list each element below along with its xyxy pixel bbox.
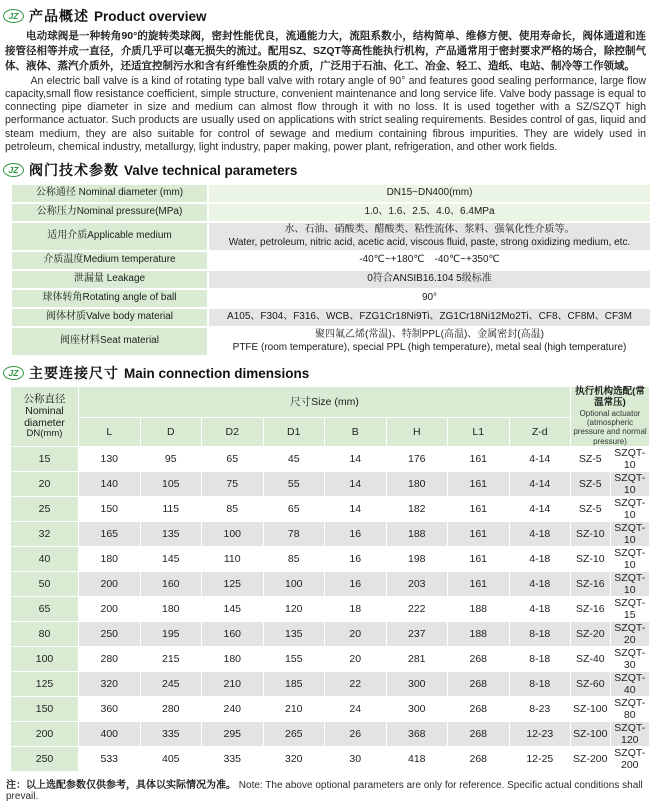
dimension-cell: SZQT-10 (610, 546, 650, 571)
dimension-cell: 320 (79, 671, 141, 696)
tech-param-label: 阀体材质Valve body material (12, 309, 207, 326)
dimension-cell: 18 (325, 596, 387, 621)
dimension-cell: SZQT-10 (610, 571, 650, 596)
header-nominal-diameter (11, 387, 79, 447)
dn-value: 40 (11, 546, 79, 571)
header-size-col-B: B (325, 417, 387, 446)
dimension-cell: 22 (325, 671, 387, 696)
dimension-cell: 45 (263, 446, 325, 471)
tech-param-row (12, 252, 650, 269)
dimension-cell: 188 (448, 621, 510, 646)
tech-param-label: 泄漏量 Leakage (12, 271, 207, 288)
dimension-cell: 165 (79, 521, 141, 546)
dn-value: 20 (11, 471, 79, 496)
dimension-cell: 120 (263, 596, 325, 621)
dimension-cell: 8-18 (509, 621, 571, 646)
dimension-cell: 100 (263, 571, 325, 596)
dimension-cell: 268 (448, 671, 510, 696)
header-size-col-L1: L1 (448, 417, 510, 446)
dimension-row-dn-65 (11, 596, 650, 621)
dimension-cell: SZ-40 (571, 646, 611, 671)
dimension-cell: 8-18 (509, 671, 571, 696)
dimension-cell: 100 (202, 521, 264, 546)
brand-logo-text: JZ (8, 165, 19, 176)
dimension-cell: 125 (202, 571, 264, 596)
brand-logo-text: JZ (8, 11, 19, 21)
dimension-cell: 135 (263, 621, 325, 646)
tech-param-row (12, 271, 650, 288)
dimension-cell: 222 (386, 596, 448, 621)
brand-logo-icon (3, 366, 24, 380)
overview-section-title (3, 6, 648, 26)
dimension-cell: 24 (325, 696, 387, 721)
dimension-cell: 145 (202, 596, 264, 621)
dimension-cell: 110 (202, 546, 264, 571)
tech-param-row (12, 290, 650, 307)
dimension-cell: 210 (263, 696, 325, 721)
dimension-cell: SZ-16 (571, 571, 611, 596)
dimension-cell: 30 (325, 746, 387, 771)
dimensions-table-header (11, 387, 650, 447)
dimension-cell: 180 (202, 646, 264, 671)
dn-value: 80 (11, 621, 79, 646)
header-actuator-en: Optional actuator (atmospheric pressure and normal pressure) (573, 408, 647, 446)
dimension-cell: 65 (202, 446, 264, 471)
header-size-col-L: L (79, 417, 141, 446)
dimension-cell: 95 (140, 446, 202, 471)
dimension-cell: 533 (79, 746, 141, 771)
dimension-cell: 360 (79, 696, 141, 721)
dimension-cell: 12-25 (509, 746, 571, 771)
tech-params-section-title (3, 160, 648, 180)
dimension-cell: 335 (202, 746, 264, 771)
tech-param-value: 水、石油、硝酸类、醋酸类、粘性流体、浆料、强氧化性介质等。 Water, petroleum, nitric acid, acetic acid, viscous fluid, paste, strong oxidizing medium, etc. (209, 223, 650, 250)
dimension-cell: 20 (325, 646, 387, 671)
dimension-cell: 188 (386, 521, 448, 546)
dimension-cell: 65 (263, 496, 325, 521)
dimension-cell: SZ-5 (571, 471, 611, 496)
dn-value: 200 (11, 721, 79, 746)
dimension-cell: 195 (140, 621, 202, 646)
dn-value: 65 (11, 596, 79, 621)
tech-params-table (10, 183, 650, 357)
dimension-cell: 295 (202, 721, 264, 746)
dimension-cell: 4-18 (509, 571, 571, 596)
dimension-cell: 418 (386, 746, 448, 771)
dimension-cell: 300 (386, 696, 448, 721)
dimension-cell: 16 (325, 546, 387, 571)
dimension-cell: 20 (325, 621, 387, 646)
dimension-cell: 268 (448, 721, 510, 746)
dimension-cell: 188 (448, 596, 510, 621)
dimension-cell: 180 (140, 596, 202, 621)
dimensions-section-title (3, 363, 648, 383)
tech-param-value: -40℃~+180℃ -40℃~+350℃ (209, 252, 650, 269)
dimension-cell: 8-18 (509, 646, 571, 671)
dimension-cell: 281 (386, 646, 448, 671)
dimension-cell: 55 (263, 471, 325, 496)
dimension-cell: SZQT-40 (610, 671, 650, 696)
dimension-row-dn-15 (11, 446, 650, 471)
dimension-cell: 203 (386, 571, 448, 596)
dimension-cell: SZ-200 (571, 746, 611, 771)
dimension-cell: 250 (79, 621, 141, 646)
dimension-cell: SZQT-10 (610, 446, 650, 471)
dimension-cell: 26 (325, 721, 387, 746)
dimension-cell: 4-14 (509, 446, 571, 471)
header-size-col-D: D (140, 417, 202, 446)
dimension-cell: 4-14 (509, 496, 571, 521)
header-nominal-diameter-zh: 公称直径 (23, 392, 66, 405)
tech-param-row (12, 185, 650, 202)
footnote-zh: 注：以上选配参数仅供参考，具体以实际情况为准。 (6, 779, 236, 791)
tech-param-label: 介质温度Medium temperature (12, 252, 207, 269)
dimension-cell: 105 (140, 471, 202, 496)
tech-params-title-en: Valve technical parameters (124, 162, 298, 178)
tech-param-label: 公称通径 Nominal diameter (mm) (12, 185, 207, 202)
dimension-cell: SZQT-80 (610, 696, 650, 721)
dimension-cell: 161 (448, 571, 510, 596)
dimension-cell: 161 (448, 546, 510, 571)
dimension-cell: 200 (79, 596, 141, 621)
header-actuator-zh: 执行机构选配(常温常压) (575, 386, 645, 409)
dimension-cell: SZQT-30 (610, 646, 650, 671)
dimension-cell: 280 (79, 646, 141, 671)
dimension-cell: 160 (140, 571, 202, 596)
header-size-group: 尺寸Size (mm) (79, 387, 571, 418)
dimension-cell: SZ-5 (571, 496, 611, 521)
dimension-cell: 215 (140, 646, 202, 671)
dimension-cell: 176 (386, 446, 448, 471)
header-optional-actuator (571, 387, 650, 447)
dimension-cell: 400 (79, 721, 141, 746)
dimension-cell: SZQT-10 (610, 521, 650, 546)
dimension-cell: 210 (202, 671, 264, 696)
dimensions-title-zh: 主要连接尺寸 (29, 365, 119, 382)
dimension-cell: 135 (140, 521, 202, 546)
dimension-cell: SZ-10 (571, 521, 611, 546)
dimension-cell: SZQT-120 (610, 721, 650, 746)
dimension-cell: 12-23 (509, 721, 571, 746)
dimension-cell: 265 (263, 721, 325, 746)
dimension-cell: 268 (448, 746, 510, 771)
dimension-cell: 200 (79, 571, 141, 596)
overview-paragraph-en: An electric ball valve is a kind of rotating type ball valve with rotary angle of 90° and features good sealing performance, large flow capacity,small flow resistance coefficient, simple structure, convenient maintenance and long service life. Valve body passage is equal to connecting pipe diameter in size and medium can almost flow through it with no loss. It is used together with a SZ/SZQT high performance actuator. Such products are usually used on applications with strict sealing requirements. Besides control of gas, liquid and steam medium, they are also suitable for control of sewage and medium containing fibrous impurities. They are widely used in petroleum, chemical industry, metallurgy, light industry, paper making, power plant, refrigeration, and other work fields. (5, 74, 646, 153)
footnote (6, 776, 648, 802)
dimension-cell: 300 (386, 671, 448, 696)
dimension-cell: SZ-60 (571, 671, 611, 696)
dimension-cell: 245 (140, 671, 202, 696)
brand-logo-icon (3, 9, 24, 23)
dimension-cell: SZ-20 (571, 621, 611, 646)
dimension-cell: SZ-5 (571, 446, 611, 471)
dimension-cell: 160 (202, 621, 264, 646)
dimension-row-dn-125 (11, 671, 650, 696)
dimension-cell: 320 (263, 746, 325, 771)
dimension-cell: 14 (325, 496, 387, 521)
dimension-cell: 161 (448, 446, 510, 471)
dimension-row-dn-40 (11, 546, 650, 571)
dimension-cell: 335 (140, 721, 202, 746)
dimension-cell: 78 (263, 521, 325, 546)
overview-title-en: Product overview (94, 8, 207, 24)
dimension-cell: 115 (140, 496, 202, 521)
overview-title-zh: 产品概述 (29, 8, 89, 24)
dimension-cell: 237 (386, 621, 448, 646)
dimension-cell: SZQT-10 (610, 496, 650, 521)
dimension-cell: SZQT-20 (610, 621, 650, 646)
dimension-cell: 4-18 (509, 521, 571, 546)
dn-value: 125 (11, 671, 79, 696)
dimension-cell: 130 (79, 446, 141, 471)
dimension-cell: 4-18 (509, 596, 571, 621)
dimensions-title-en: Main connection dimensions (124, 365, 310, 381)
dimension-cell: 8-23 (509, 696, 571, 721)
dimension-cell: SZ-10 (571, 546, 611, 571)
dimension-cell: 16 (325, 521, 387, 546)
tech-param-label: 公称压力Nominal pressure(MPa) (12, 204, 207, 221)
tech-param-row (12, 309, 650, 326)
dimension-cell: SZQT-200 (610, 746, 650, 771)
dimension-row-dn-25 (11, 496, 650, 521)
dimension-cell: SZ-16 (571, 596, 611, 621)
dn-value: 15 (11, 446, 79, 471)
dimension-cell: 198 (386, 546, 448, 571)
dimension-row-dn-50 (11, 571, 650, 596)
dn-value: 100 (11, 646, 79, 671)
tech-param-row (12, 204, 650, 221)
dimension-cell: 140 (79, 471, 141, 496)
header-size-col-D1: D1 (263, 417, 325, 446)
tech-param-row (12, 223, 650, 250)
dimension-row-dn-100 (11, 646, 650, 671)
dimension-cell: 268 (448, 646, 510, 671)
dn-value: 250 (11, 746, 79, 771)
dimension-cell: 180 (386, 471, 448, 496)
tech-param-value: 0符合ANSIB16.104 5级标准 (209, 271, 650, 288)
dimension-cell: 161 (448, 521, 510, 546)
tech-param-label: 球体转角Rotating angle of ball (12, 290, 207, 307)
dimension-row-dn-80 (11, 621, 650, 646)
dimension-cell: 405 (140, 746, 202, 771)
header-size-col-Zd: Z-d (509, 417, 571, 446)
dimension-cell: 14 (325, 446, 387, 471)
dimension-cell: 85 (202, 496, 264, 521)
brand-logo-text: JZ (8, 368, 19, 379)
dimension-cell: 145 (140, 546, 202, 571)
dn-value: 32 (11, 521, 79, 546)
header-size-col-H: H (386, 417, 448, 446)
tech-param-value: 90° (209, 290, 650, 307)
dn-value: 25 (11, 496, 79, 521)
dimension-cell: 280 (140, 696, 202, 721)
dn-value: 150 (11, 696, 79, 721)
dimension-row-dn-250 (11, 746, 650, 771)
tech-param-value: 聚四氟乙烯(常温)、特制PPL(高温)、金属密封(高温) PTFE (room temperature), special PPL (high temperature), metal seal (high temperature) (209, 328, 650, 355)
dimension-cell: 150 (79, 496, 141, 521)
header-size-col-D2: D2 (202, 417, 264, 446)
tech-param-label: 阀座材料Seat material (12, 328, 207, 355)
dimension-cell: 85 (263, 546, 325, 571)
header-nominal-diameter-en: Nominal diameter (24, 404, 65, 429)
dimension-cell: 4-14 (509, 471, 571, 496)
dimension-cell: SZQT-10 (610, 471, 650, 496)
tech-param-row (12, 328, 650, 355)
dimension-cell: 240 (202, 696, 264, 721)
tech-param-value: 1.0、1.6、2.5、4.0、6.4MPa (209, 204, 650, 221)
tech-param-value: A105、F304、F316、WCB、FZG1Cr18Ni9Ti、ZG1Cr18Ni12Mo2Ti、CF8、CF8M、CF3M (209, 309, 650, 326)
dimension-cell: 368 (386, 721, 448, 746)
dimension-row-dn-150 (11, 696, 650, 721)
dimension-cell: SZQT-15 (610, 596, 650, 621)
dimension-cell: SZ-100 (571, 696, 611, 721)
footnote-en: Note: The above optional parameters are only for reference. Specific actual conditions shall prevail. (6, 779, 643, 802)
dimension-cell: 161 (448, 471, 510, 496)
dimension-row-dn-20 (11, 471, 650, 496)
dimension-cell: 155 (263, 646, 325, 671)
dimension-cell: 14 (325, 471, 387, 496)
tech-param-label: 适用介质Applicable medium (12, 223, 207, 250)
header-nominal-diameter-unit: DN(mm) (26, 428, 63, 440)
dimension-cell: 161 (448, 496, 510, 521)
dimension-cell: 185 (263, 671, 325, 696)
tech-params-title-zh: 阀门技术参数 (29, 162, 119, 179)
dn-value: 50 (11, 571, 79, 596)
dimension-row-dn-200 (11, 721, 650, 746)
dimension-cell: 180 (79, 546, 141, 571)
dimension-cell: 182 (386, 496, 448, 521)
dimension-cell: SZ-100 (571, 721, 611, 746)
overview-paragraph-zh: 电动球阀是一种转角90°的旋转类球阀，密封性能优良，流通能力大，流阻系数小，结构简单、维修方便、使用寿命长，阀体通道和连接管径相等并成一直径，介质几乎可以毫无损失的流过。配用SZ、SZQT等高性能执行机构，产品通常用于密封要求严格的场合，除控制气体、液体、蒸汽介质外，还适宜控制污水和含有纤维性杂质的介质，广泛用于石油、化工、冶金、轻工、造纸、电站、制冷等工作领域。 (5, 30, 646, 72)
dimension-cell: 75 (202, 471, 264, 496)
dimension-cell: 268 (448, 696, 510, 721)
dimension-cell: 4-18 (509, 546, 571, 571)
dimension-cell: 16 (325, 571, 387, 596)
tech-param-value: DN15~DN400(mm) (209, 185, 650, 202)
dimension-row-dn-32 (11, 521, 650, 546)
brand-logo-icon (3, 163, 24, 177)
